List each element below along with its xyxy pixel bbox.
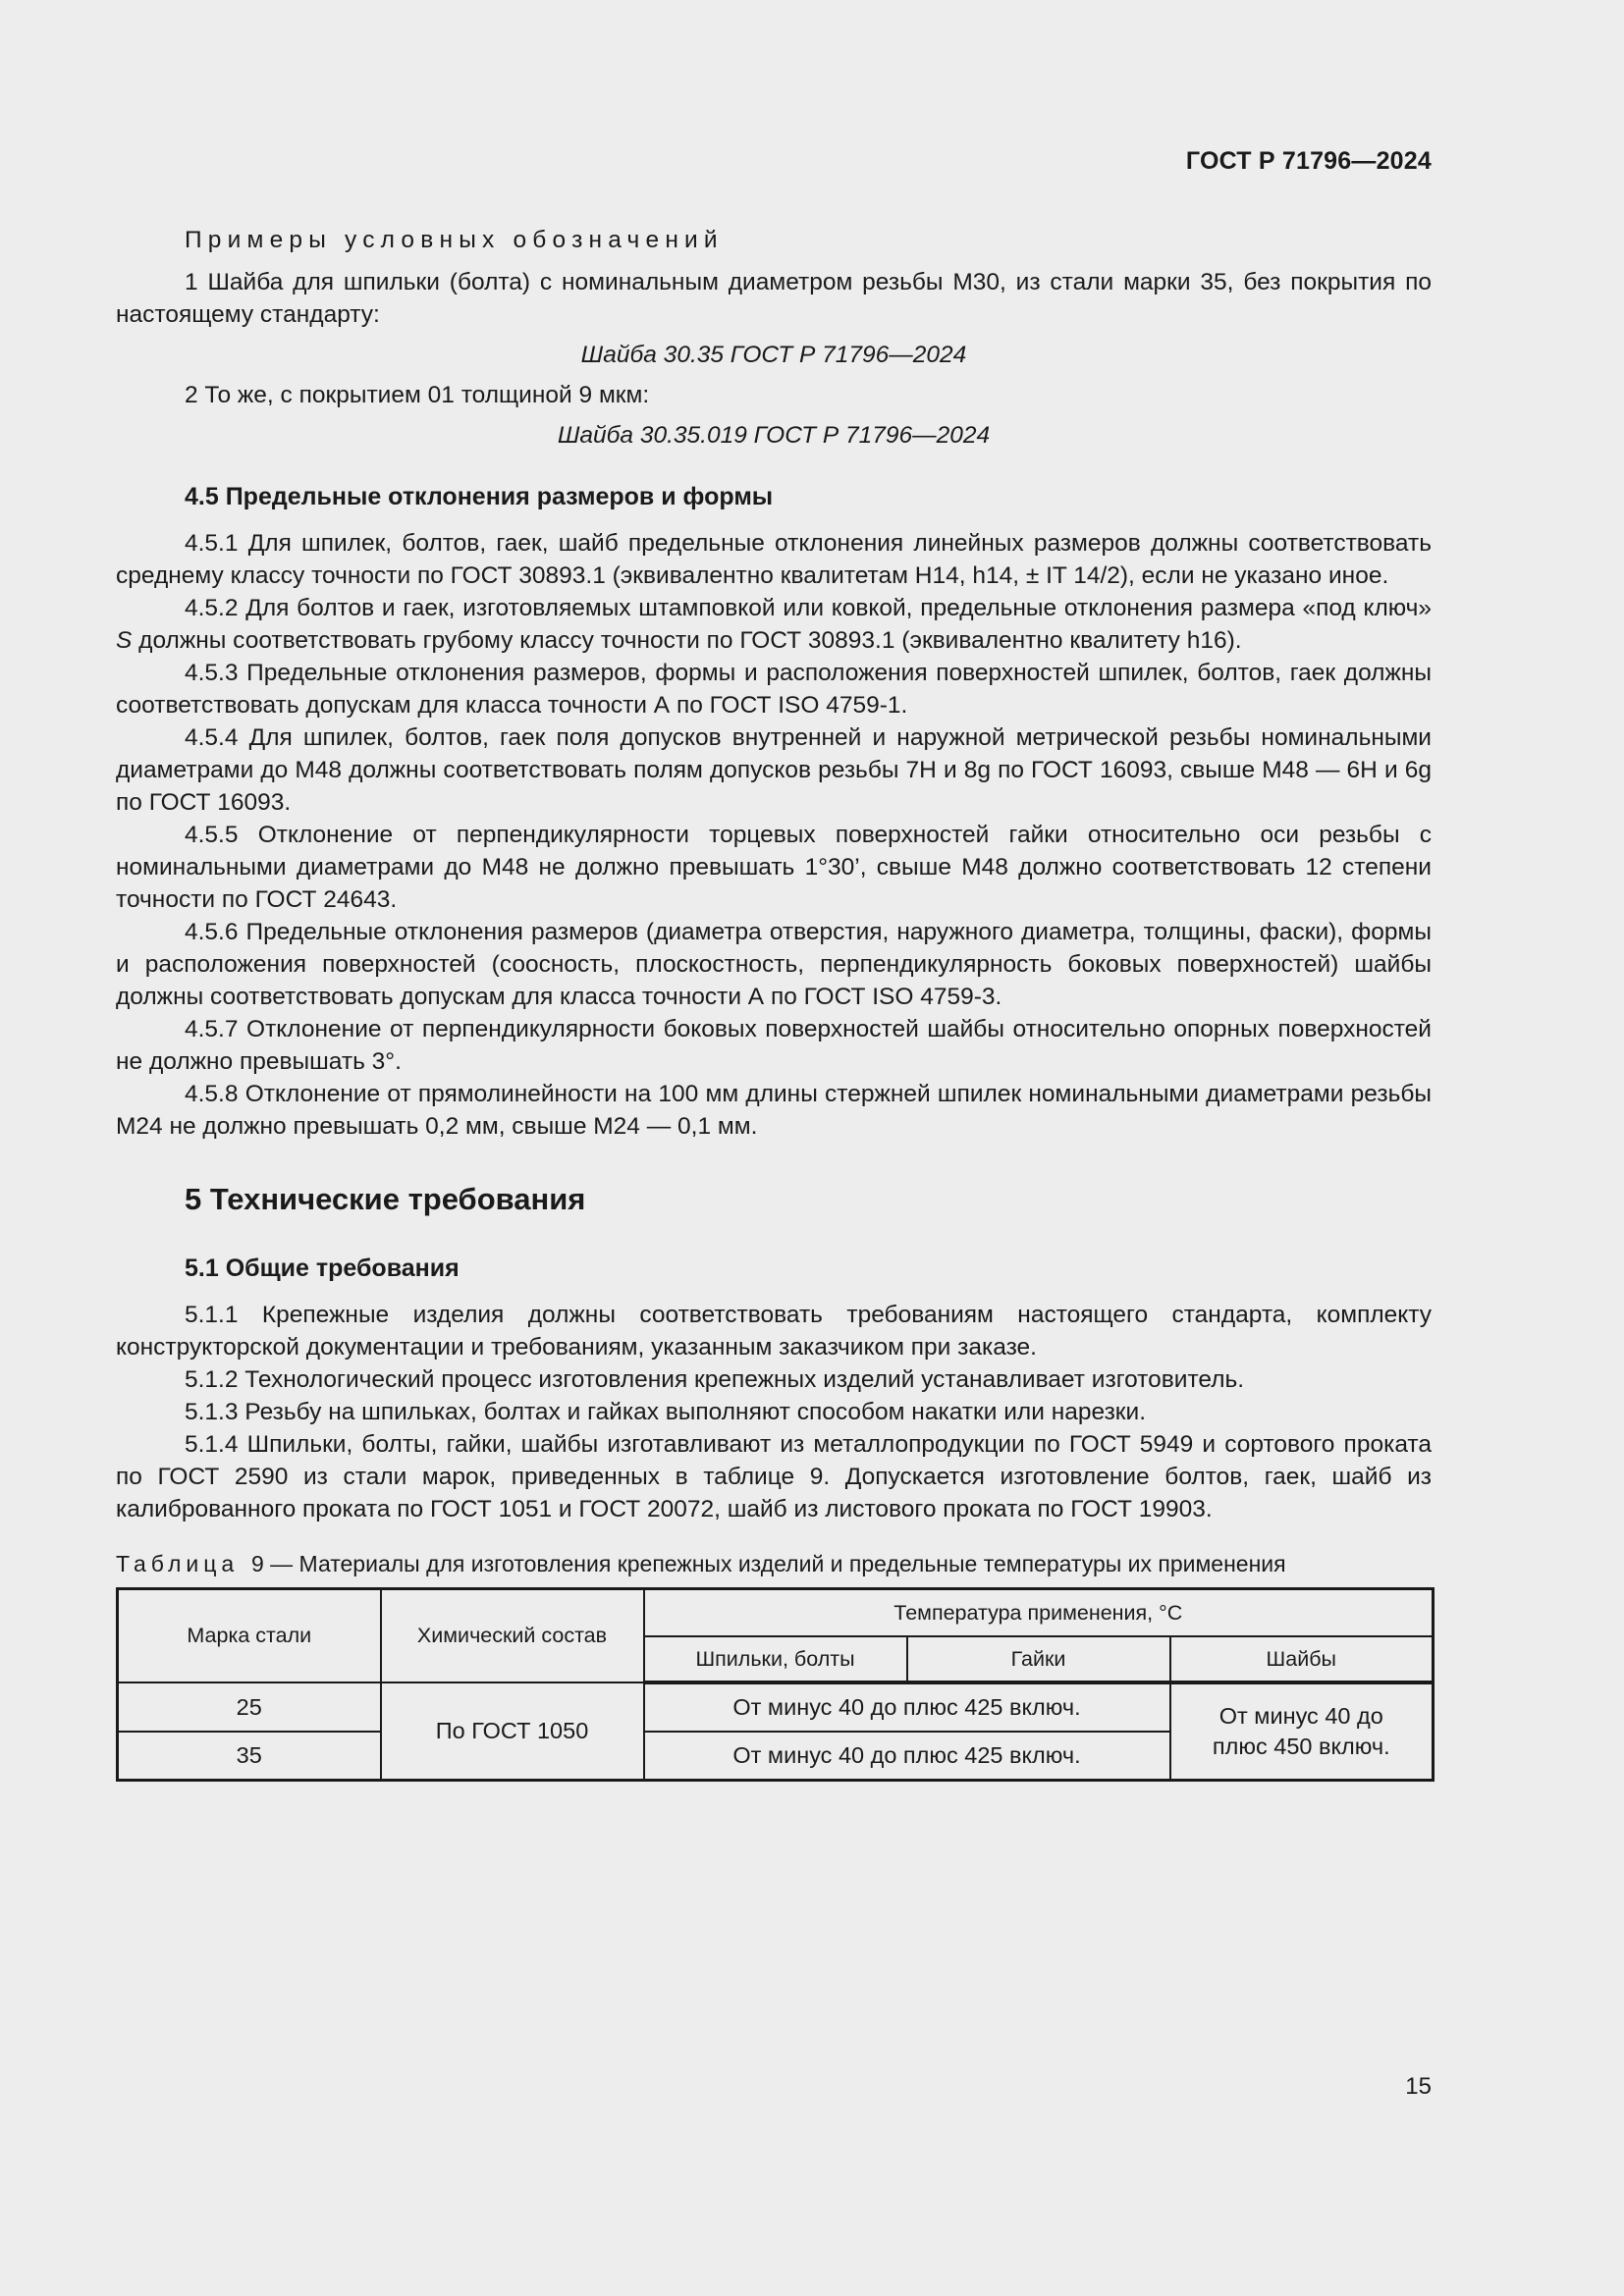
paragraph-4-5-7: 4.5.7 Отклонение от перпендикулярности боковых поверхностей шайбы относительно опорных поверхностей не должно превышать 3°.: [116, 1016, 1432, 1075]
paragraph-4-5-2-part2: должны соответствовать грубому классу точности по ГОСТ 30893.1 (эквивалентно квалитету h16).: [132, 627, 1242, 654]
header-temperature: Температура применения, °С: [644, 1589, 1434, 1637]
studs-nuts-temp-cell: От минус 40 до плюс 425 включ.: [644, 1682, 1170, 1732]
paragraph-4-5-6: 4.5.6 Предельные отклонения размеров (диаметра отверстия, наружного диаметра, толщины, фаски), формы и расположения поверхностей (соосность, плоскостность, перпендикулярность боковых поверхностей) шайбы должны соответствовать допускам для класса точности А по ГОСТ ISO 4759-3.: [116, 919, 1432, 1010]
section-5-1-title: 5.1 Общие требования: [185, 1255, 460, 1282]
washers-temp-line-2: плюс 450 включ.: [1212, 1734, 1390, 1759]
paragraph-4-5-3: 4.5.3 Предельные отклонения размеров, формы и расположения поверхностей шпилек, болтов, гаек должны соответствовать допускам для класса точности А по ГОСТ ISO 4759-1.: [116, 660, 1432, 719]
table-caption-text: 9 — Материалы для изготовления крепежных изделий и предельные температуры их применения: [250, 1551, 1286, 1576]
washers-temp-line-1: От минус 40 до: [1218, 1703, 1383, 1729]
document-page: [116, 0, 1432, 2296]
example-2-designation: Шайба 30.35.019 ГОСТ Р 71796—2024: [557, 422, 991, 449]
paragraph-5-1-3: 5.1.3 Резьбу на шпильках, болтах и гайках выполняют способом накатки или нарезки.: [185, 1399, 1147, 1425]
paragraph-4-5-1: 4.5.1 Для шпилек, болтов, гаек, шайб предельные отклонения линейных размеров должны соответствовать среднему классу точности по ГОСТ 30893.1 (эквивалентно квалитетам H14, h14, ± IT 14/2), если не указано иное.: [116, 530, 1432, 589]
section-4-5-title: 4.5 Предельные отклонения размеров и формы: [185, 483, 774, 510]
chemical-composition-cell: По ГОСТ 1050: [381, 1682, 644, 1781]
studs-nuts-temp-cell: От минус 40 до плюс 425 включ.: [644, 1732, 1170, 1781]
table-9-caption: [116, 1549, 1432, 1578]
page-content: [116, 224, 1432, 1782]
page-number: 15: [1405, 2073, 1432, 2100]
table-caption-label: Таблица: [116, 1551, 240, 1576]
section-5-title: 5 Технические требования: [185, 1182, 586, 1216]
header-chemical-composition: Химический состав: [381, 1589, 644, 1683]
table-header-row: [118, 1589, 1434, 1637]
example-1-text: 1 Шайба для шпильки (болта) с номинальным диаметром резьбы М30, из стали марки 35, без покрытия по настоящему стандарту:: [116, 269, 1432, 328]
header-studs-bolts: Шпильки, болты: [644, 1636, 907, 1682]
paragraph-4-5-2: [116, 592, 1432, 657]
example-2-text: 2 То же, с покрытием 01 толщиной 9 мкм:: [185, 382, 650, 408]
table-row: [118, 1682, 1434, 1732]
header-nuts: Гайки: [907, 1636, 1170, 1682]
paragraph-4-5-4: 4.5.4 Для шпилек, болтов, гаек поля допусков внутренней и наружной метрической резьбы номинальными диаметрами до М48 должны соответствовать полям допусков резьбы 7Н и 8g по ГОСТ 16093, свыше М48 — 6Н и 6g по ГОСТ 16093.: [116, 724, 1432, 816]
paragraph-4-5-2-part1: 4.5.2 Для болтов и гаек, изготовляемых штамповкой или ковкой, предельные отклонения размера «под ключ»: [185, 595, 1432, 621]
steel-grade-cell: 35: [118, 1732, 381, 1781]
steel-grade-cell: 25: [118, 1682, 381, 1732]
paragraph-5-1-2: 5.1.2 Технологический процесс изготовления крепежных изделий устанавливает изготовитель.: [185, 1366, 1245, 1393]
header-steel-grade: Марка стали: [118, 1589, 381, 1683]
paragraph-4-5-8: 4.5.8 Отклонение от прямолинейности на 100 мм длины стержней шпилек номинальными диаметрами резьбы М24 не должно превышать 0,2 мм, свыше М24 — 0,1 мм.: [116, 1081, 1432, 1140]
paragraph-4-5-5: 4.5.5 Отклонение от перпендикулярности торцевых поверхностей гайки относительно оси резьбы с номинальными диаметрами до М48 не должно превышать 1°30’, свыше М48 должно соответствовать 12 степени точности по ГОСТ 24643.: [116, 822, 1432, 913]
example-1-designation: Шайба 30.35 ГОСТ Р 71796—2024: [580, 342, 967, 368]
examples-heading: Примеры условных обозначений: [185, 227, 724, 253]
materials-table: [116, 1587, 1435, 1782]
paragraph-5-1-4: 5.1.4 Шпильки, болты, гайки, шайбы изготавливают из металлопродукции по ГОСТ 5949 и сортового проката по ГОСТ 2590 из стали марок, приведенных в таблице 9. Допускается изготовление болтов, гаек, шайб из калиброванного проката по ГОСТ 1051 и ГОСТ 20072, шайб из листового проката по ГОСТ 19903.: [116, 1431, 1432, 1522]
standard-code-header: ГОСТ Р 71796—2024: [1185, 147, 1432, 175]
paragraph-5-1-1: 5.1.1 Крепежные изделия должны соответствовать требованиям настоящего стандарта, комплекту конструкторской документации и требованиям, указанным заказчиком при заказе.: [116, 1302, 1432, 1361]
washers-temp-cell: [1170, 1682, 1434, 1781]
header-washers: Шайбы: [1170, 1636, 1434, 1682]
key-size-symbol: S: [116, 627, 133, 654]
